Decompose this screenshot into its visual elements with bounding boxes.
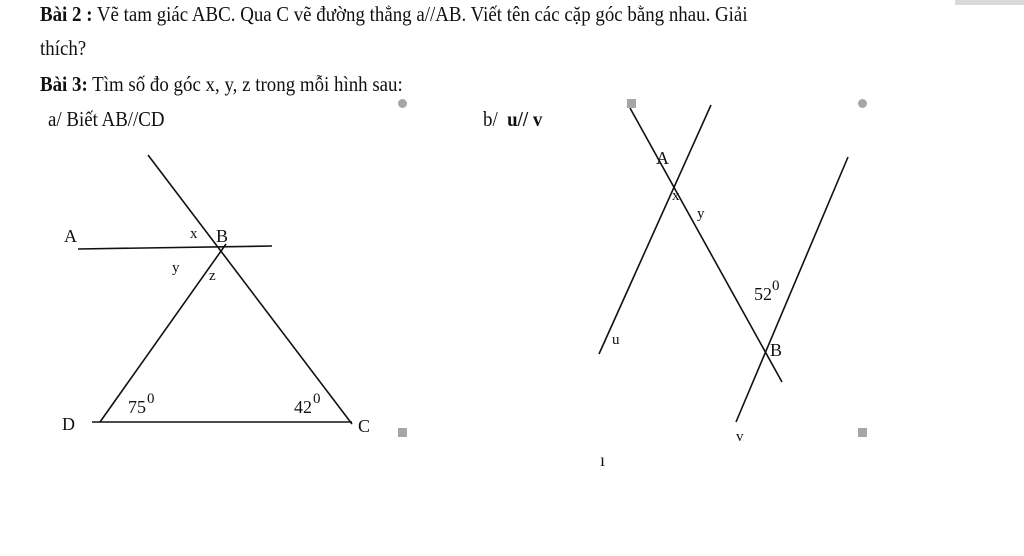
label-line-v: v xyxy=(736,429,744,445)
label-point-a: A xyxy=(656,148,669,168)
problem-3-label: Bài 3: xyxy=(40,72,88,96)
line-ab xyxy=(78,246,272,249)
label-angle-y: y xyxy=(697,206,705,222)
line-v xyxy=(736,157,848,422)
label-c: C xyxy=(358,416,371,436)
problem-3-text: Tìm số đo góc x, y, z trong mỗi hình sau: xyxy=(87,72,403,96)
part-a-caption: a/ Biết AB//CD xyxy=(48,107,165,131)
label-point-b: B xyxy=(770,340,783,360)
label-b: B xyxy=(216,226,229,246)
line-u xyxy=(599,105,711,354)
figure-b-labels xyxy=(612,148,782,445)
label-angle-c: 42 xyxy=(294,397,312,417)
label-angle-y: y xyxy=(172,260,180,276)
resize-handle-top-right[interactable] xyxy=(858,99,867,108)
label-a: A xyxy=(64,226,77,246)
figure-b xyxy=(599,105,848,422)
part-b-caption-relation: u// v xyxy=(507,107,543,131)
part-b-caption-prefix: b/ xyxy=(483,107,498,131)
label-angle-52-degree: 0 xyxy=(772,278,780,294)
problem-2-label: Bài 2 : xyxy=(40,2,93,26)
label-d: D xyxy=(62,414,75,434)
label-angle-x: x xyxy=(190,226,198,242)
problem-2-text: Vẽ tam giác ABC. Qua C vẽ đường thẳng a//AB. Viết tên các cặp góc bằng nhau. Giải xyxy=(92,2,748,26)
resize-handle-bottom-left[interactable] xyxy=(398,428,407,437)
label-angle-z: z xyxy=(209,268,216,284)
resize-handle-top-left[interactable] xyxy=(398,99,407,108)
resize-handle-bottom-right[interactable] xyxy=(858,428,867,437)
label-angle-52: 52 xyxy=(754,284,772,304)
line-through-b-c xyxy=(148,155,352,424)
resize-handle-top-middle[interactable] xyxy=(627,99,636,108)
problem-2-line-2: thích? xyxy=(40,36,87,60)
label-angle-d: 75 xyxy=(128,397,146,417)
stray-mark: ı xyxy=(600,450,606,470)
label-angle-d-degree: 0 xyxy=(147,391,155,407)
line-through-a-b xyxy=(630,108,782,382)
label-angle-x: x xyxy=(672,188,680,204)
label-angle-c-degree: 0 xyxy=(313,391,321,407)
line-bd xyxy=(100,244,226,422)
label-line-u: u xyxy=(612,332,620,348)
figure-a xyxy=(78,155,352,424)
